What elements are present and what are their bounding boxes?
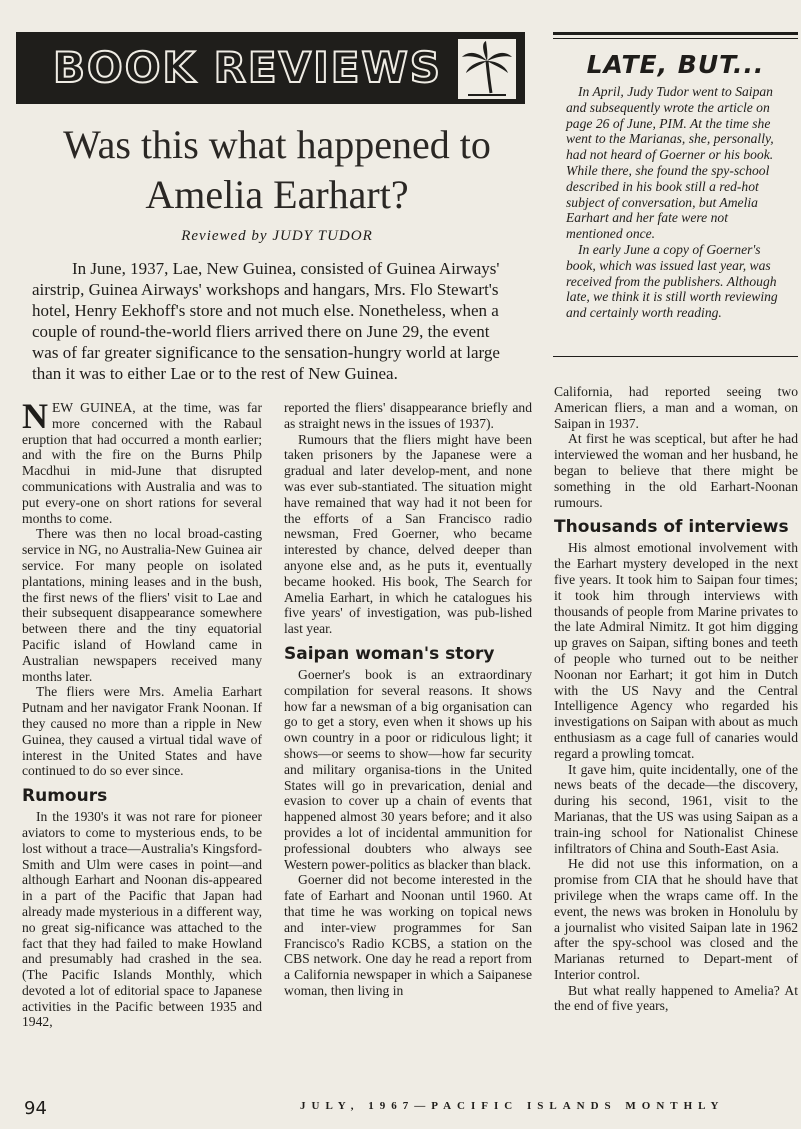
body-paragraph: It gave him, quite incidentally, one of the news beats of the decade—the discovery, during his second, 1961, visit to the Marianas, that the US was using Saipan as a train-ing school for Nationalist Chinese infiltrators of China and South-East Asia.: [554, 761, 798, 856]
sidebar-note: [566, 84, 784, 321]
body-paragraph: But what really happened to Amelia? At the end of five years,: [554, 982, 798, 1014]
section-heading: Rumours: [22, 786, 108, 807]
banner-title: BOOK REVIEWS: [53, 43, 443, 92]
body-paragraph: Rumours that the fliers might have been taken prisoners by the Japanese were a gradual and later develop-ment, and none was ever sub-stantiated. The situation might have remained that way had it not been for the efforts of a San Francisco radio newsman, Fred Goerner, who became interested by chance, delved deeper than anyone else and, as he puts it, eventually became hooked. His book, The Search for Amelia Earhart, in which he catalogues his five years' of investigation, was pub-lished last year.: [284, 431, 532, 637]
body-paragraph: In the 1930's it was not rare for pioneer aviators to come to mysterious ends, to be lost without a trace—Australia's Kingsford-Smith and Ulm were cases in point—and although Earhart and Noonan dis-appeared in a part of the Pacific that Japan had already made mysterious in a different way, no great sig-nificance was attached to the fact that they had failed to make Howland and presumably had crashed in the sea. (The Pacific Islands Monthly, which devoted a lot of editorial space to Japanese activities in the Pacific between 1935 and 1942,: [22, 809, 262, 1030]
sidebar-paragraph: In early June a copy of Goerner's book, which was issued last year, was received from the publishers. Although late, we think it is still worth reviewing and certainly worth reading.: [566, 241, 778, 321]
column-1: [22, 396, 262, 1030]
column-3: [554, 384, 798, 1014]
issue-line: JULY, 1967—PACIFIC ISLANDS MONTHLY: [300, 1100, 725, 1112]
body-paragraph: At first he was sceptical, but after he had interviewed the woman and her husband, he began to believe that there might be something in the old Earhart-Noonan rumours.: [554, 431, 798, 510]
byline: Reviewed by JUDY TUDOR: [181, 228, 373, 244]
body-paragraph: The fliers were Mrs. Amelia Earhart Putnam and her navigator Frank Noonan. If they caused no more than a ripple in New Guinea, they caused a virtual tidal wave of interest in the United States and have continued to do so ever since.: [22, 684, 262, 779]
body-paragraph: Goerner's book is an extraordinary compilation for several reasons. It shows how far a newsman of a big organisation can go to get a story, even when it shows up his own country in a poor or ridiculous light; it shows—or seems to show—how far security and military organisa-tions in the United States will go in prevarication, denial and evasion to cover up a chain of events that happened almost 30 years before; and it also provides a lot of incidental ammunition for professional doubters who always see Western power-politics as blacker than black.: [284, 666, 532, 872]
body-paragraph: Goerner did not become interested in the fate of Earhart and Noonan until 1960. At that time he was working on topical news and inter-view programmes for San Francisco's Radio KCBS, a station on the CBS network. One day he read a report from a California newspaper in which a Saipanese woman, then living in: [284, 872, 532, 998]
palm-tree-icon: [458, 39, 516, 99]
body-paragraph: reported the fliers' disappearance briefly and as straight news in the issues of 1937).: [284, 400, 532, 431]
section-banner: [16, 32, 525, 104]
article-title: Was this what happened to Amelia Earhart?: [63, 122, 491, 217]
body-paragraph: His almost emotional involvement with the Earhart mystery developed in the next five years. It took him to Saipan four times; it took him through interviews with thousands of people from Marine privates to the late Admiral Nimitz. It got him digging up graves on Saipan, sifting bones and teeth of people who turned out to be neither Noonan nor Earhart; it got him in Dutch with the US Navy and the Central Intelligence Agency who regarded his investigations on Saipan with about as much enthusiasm as a cage full of canaries would regard a prowling tomcat.: [554, 540, 798, 761]
column-2: [284, 400, 532, 999]
sidebar-bottom-rule: [553, 356, 798, 357]
body-text: EW GUINEA, at the time, was far more concerned with the Rabaul eruption that had occurred a month earlier; and with the fire on the Burns Philp Macdhui in mid-June that disrupted communications with Australia and was to put every-one on short rations for several months to come.: [22, 400, 262, 526]
section-heading: Saipan woman's story: [284, 643, 495, 664]
page-number: 94: [24, 1098, 47, 1119]
drop-cap: N: [22, 396, 48, 436]
body-paragraph: [22, 396, 262, 526]
section-heading: Thousands of interviews: [554, 517, 789, 538]
sidebar-top-rule-thin: [553, 38, 798, 39]
intro-paragraph: In June, 1937, Lae, New Guinea, consisted of Guinea Airways' airstrip, Guinea Airways' workshops and hangars, Mrs. Flo Stewart's hotel, Henry Eekhoff's store and not much else. Nonetheless, when a couple of round-the-world fliers arrived there on June 29, the event was of far greater significance to the sensation-hungry world at large than it was to either Lae or to the rest of New Guinea.: [32, 259, 500, 383]
sidebar-top-rule: [553, 32, 798, 35]
body-paragraph: California, had reported seeing two American fliers, a man and a woman, on Saipan in 1937.: [554, 384, 798, 431]
sidebar-paragraph: In April, Judy Tudor went to Saipan and subsequently wrote the article on page 26 of June, PIM. At the time she went to the Marianas, she, personally, had not heard of Goerner or his book. While there, she found the spy-school described in his book still a red-hot subject of conversation, but Amelia Earhart and her fate were not mentioned once.: [566, 84, 774, 242]
body-paragraph: There was then no local broad-casting service in NG, no Australia-New Guinea air service. For many people on isolated plantations, mining leases and in the bush, the first news of the fliers' visit to Lae and their subsequent disappearance somewhere between there and the tiny equatorial Pacific island of Howland came in Australian newspapers received many months later.: [22, 526, 262, 684]
sidebar-title: LATE, BUT...: [586, 50, 765, 79]
body-paragraph: He did not use this information, on a promise from CIA that he should have that privilege when the wraps came off. In the event, the news was broken in Honolulu by a journalist who visited Saipan late in 1962 after the spy-school was closed and the Marianas returned to Depart-ment of Interior control.: [554, 856, 798, 982]
